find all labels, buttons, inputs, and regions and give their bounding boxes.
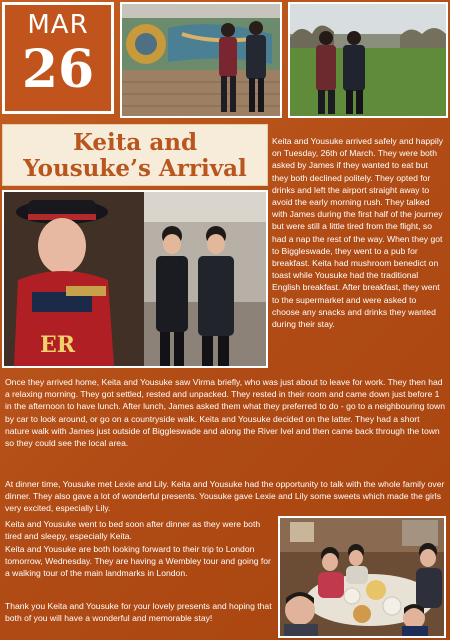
photo-mural-wall [120,2,282,118]
article-title [3,125,267,182]
article-title-panel [2,124,268,186]
paragraph-bed: Keita and Yousuke went to bed soon after dinner as they were both tired and sleepy, especially Keita. [5,519,261,542]
title-line-1: Keita and [72,129,198,156]
date-month: MAR [27,10,89,40]
paragraph-thanks: Thank you Keita and Yousuke for your lovely presents and hoping that both of you will have a wonderful and memorable stay! [5,601,272,624]
paragraph-london: Keita and Yousuke are both looking forward to their trip to London tomorrow, Wednesday. They are having a Wembley tour and going for a walking tour of the main landmarks in London. [5,544,271,579]
paragraph-arrival: Keita and Yousuke arrived safely and happily on Tuesday, 26th of March. They were both asked by James if they wanted to eat but they both declined politely. They opted for drinks and left the airport straight away to avoid the early morning rush. They talked with James during the first half of the journey but were still a little tired from the flight, so had a nap the rest of the way. When they got to Biggleswade, they went to a pub for breakfast. Keita had mushroom benedict on toast while Yousuke had the traditional English breakfast. After breakfast, they went to the supermarket and were asked to choose any snacks and drinks they wanted during their stay. [272,136,444,330]
paragraph-home: Once they arrived home, Keita and Yousuke saw Virma briefly, who was just about to leave for work. They then had a relaxing morning. They got settled, rested and unpacked. They rested in their room and came down just before 1 in the afternoon to have lunch. After lunch, James asked them what they preferred to do - go to a neighbouring town by car to look around, or go on a countryside walk. Keita and Yousuke decided on the latter. They had a short nature walk with James just outside of Biggleswade and along the River Ivel and then came back through the town so they could see the local area. [5,377,445,449]
date-block [2,2,114,114]
photo-park [288,2,448,118]
date-day: 26 [21,39,95,100]
svg-text:ER: ER [40,332,76,358]
photo-beefeater-and-students [2,190,268,368]
title-line-2: Yousuke’s Arrival [23,155,247,182]
photo-family-dinner [278,516,446,638]
paragraph-dinner: At dinner time, Yousuke met Lexie and Lily. Keita and Yousuke had the opportunity to talk with the whole family over dinner. They also gave a lot of wonderful presents. Yousuke gave Lexie and Lily some sweets which made the girls very excited, especially Lily. [5,479,445,514]
